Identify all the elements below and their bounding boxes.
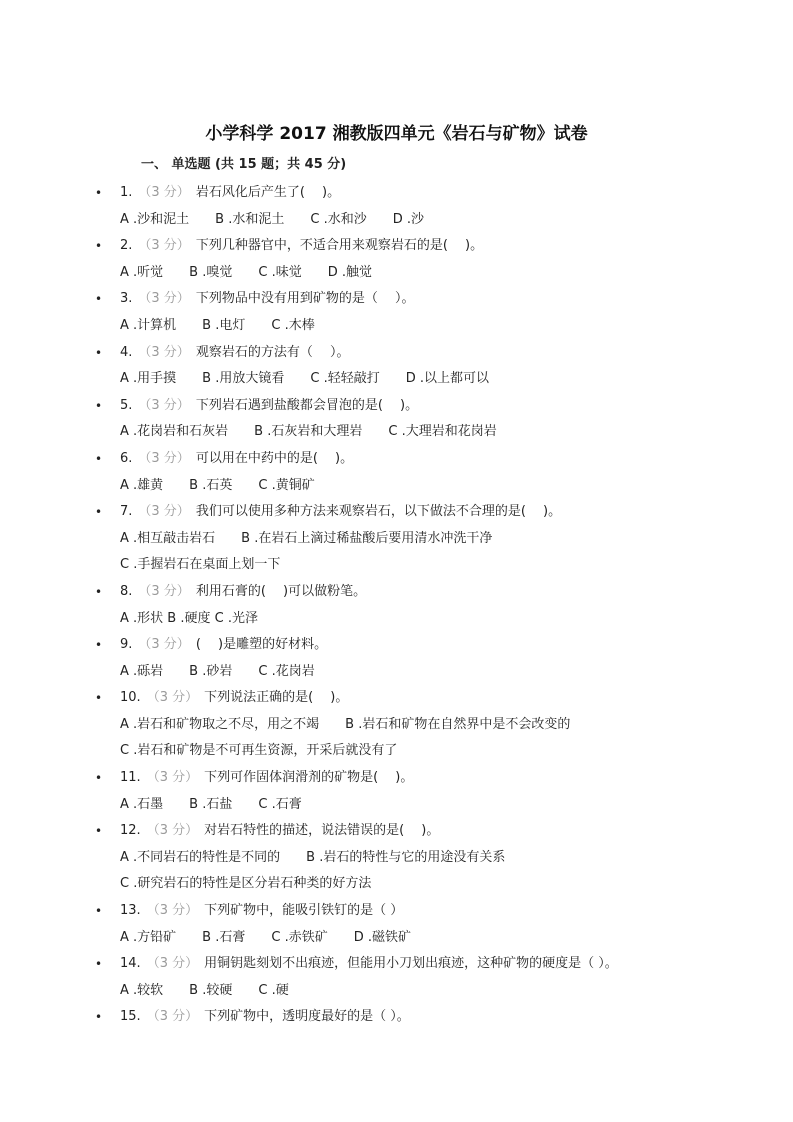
question-number: 13.	[120, 903, 141, 919]
question-score: （3 分）	[146, 1009, 199, 1025]
bullet-icon: •	[95, 584, 103, 599]
question-list	[0, 180, 793, 1031]
bullet-icon: •	[95, 638, 103, 653]
answer-option: A .较软	[120, 982, 164, 998]
answer-options	[0, 925, 793, 952]
answer-option: C .木棒	[271, 317, 315, 333]
question-number: 1.	[120, 185, 133, 200]
question-item	[0, 340, 793, 367]
answer-option: A .用手摸	[120, 371, 177, 387]
question-text: 下列岩石遇到盐酸都会冒泡的是( )。	[195, 397, 419, 413]
answer-option: A .听觉	[120, 264, 164, 280]
question-number: 8.	[120, 583, 133, 599]
question-item	[0, 898, 793, 925]
bullet-icon: •	[95, 691, 103, 706]
answer-options	[0, 712, 793, 739]
answer-options	[0, 871, 793, 898]
question-item	[0, 1004, 793, 1031]
answer-options	[0, 260, 793, 287]
question-text: 对岩石特性的描述，说法错误的是( )。	[204, 823, 440, 839]
answer-option: B .水和泥土	[215, 211, 285, 227]
bullet-icon: •	[95, 824, 103, 839]
answer-option: A .形状 B .硬度 C .光泽	[120, 610, 258, 626]
question-number: 15.	[120, 1009, 141, 1025]
answer-option: A .砾岩	[120, 663, 164, 679]
answer-option: B .岩石的特性与它的用途没有关系	[306, 849, 506, 865]
answer-options	[0, 606, 793, 633]
answer-option: B .在岩石上滴过稀盐酸后要用清水冲洗干净	[241, 530, 493, 546]
bullet-icon: •	[95, 904, 103, 919]
question-text: 下列物品中没有用到矿物的是（ ）。	[195, 291, 415, 307]
section-heading: 一、 单选题 (共 15 题；共 45 分)	[141, 157, 347, 172]
question-score: （3 分）	[138, 185, 190, 200]
answer-option: A .石墨	[120, 796, 164, 812]
question-text: 下列矿物中，透明度最好的是（ ）。	[204, 1009, 410, 1025]
question-item	[0, 765, 793, 792]
answer-option: C .大理岩和花岗岩	[388, 424, 497, 440]
answer-option: A .岩石和矿物取之不尽，用之不竭	[120, 716, 320, 732]
question-text: 用铜钥匙刻划不出痕迹，但能用小刀划出痕迹，这种矿物的硬度是（ ）。	[204, 956, 618, 972]
answer-option: C .花岗岩	[258, 663, 315, 679]
answer-options	[0, 473, 793, 500]
answer-option: C .岩石和矿物是不可再生资源，开采后就没有了	[120, 743, 398, 759]
answer-options	[0, 313, 793, 340]
question-score: （3 分）	[138, 397, 190, 413]
question-number: 4.	[120, 344, 133, 360]
bullet-icon: •	[95, 771, 103, 786]
bullet-icon: •	[95, 186, 103, 200]
question-item	[0, 685, 793, 712]
question-number: 9.	[120, 637, 133, 653]
answer-option: A .方铅矿	[120, 929, 177, 945]
answer-option: C .水和沙	[310, 211, 367, 227]
answer-option: B .砂岩	[189, 663, 233, 679]
question-text: 观察岩石的方法有（ ）。	[195, 344, 350, 360]
answer-option: C .黄铜矿	[258, 477, 315, 493]
page-title: 小学科学 2017 湘教版四单元《岩石与矿物》试卷	[205, 124, 588, 144]
answer-options	[0, 207, 793, 234]
question-score: （3 分）	[146, 770, 199, 786]
answer-option: A .沙和泥土	[120, 211, 190, 227]
question-item	[0, 446, 793, 473]
question-number: 10.	[120, 690, 141, 706]
question-item	[0, 818, 793, 845]
question-score: （3 分）	[138, 291, 190, 307]
answer-option: A .相互敲击岩石	[120, 530, 216, 546]
question-text: 下列可作固体润滑剂的矿物是( )。	[204, 770, 414, 786]
question-score: （3 分）	[138, 450, 190, 466]
answer-option: A .花岗岩和石灰岩	[120, 424, 229, 440]
question-number: 6.	[120, 450, 133, 466]
question-text: ( )是雕塑的好材料。	[195, 637, 328, 653]
bullet-icon: •	[95, 345, 103, 360]
question-number: 3.	[120, 291, 133, 307]
question-score: （3 分）	[138, 637, 190, 653]
answer-option: B .用放大镜看	[202, 371, 285, 387]
question-score: （3 分）	[138, 504, 190, 520]
answer-option: B .电灯	[202, 317, 246, 333]
answer-option: D .沙	[392, 211, 424, 227]
question-item	[0, 632, 793, 659]
question-item	[0, 951, 793, 978]
answer-options	[0, 366, 793, 393]
question-score: （3 分）	[138, 344, 190, 360]
answer-options	[0, 845, 793, 872]
bullet-icon: •	[95, 292, 103, 307]
answer-option: B .石膏	[202, 929, 246, 945]
question-number: 2.	[120, 238, 133, 254]
bullet-icon: •	[95, 451, 103, 466]
question-score: （3 分）	[146, 903, 199, 919]
answer-option: C .石膏	[258, 796, 302, 812]
answer-option: C .赤铁矿	[271, 929, 328, 945]
question-number: 12.	[120, 823, 141, 839]
question-text: 下列几种器官中，不适合用来观察岩石的是( )。	[195, 238, 484, 254]
bullet-icon: •	[95, 1010, 103, 1025]
question-text: 下列说法正确的是( )。	[204, 690, 349, 706]
answer-options	[0, 792, 793, 819]
answer-option: B .岩石和矿物在自然界中是不会改变的	[345, 716, 571, 732]
answer-option: B .石灰岩和大理岩	[254, 424, 363, 440]
answer-option: C .研究岩石的特性是区分岩石种类的好方法	[120, 876, 372, 892]
answer-option: C .硬	[258, 982, 289, 998]
answer-options	[0, 552, 793, 579]
answer-option: B .石盐	[189, 796, 233, 812]
question-text: 我们可以使用多种方法来观察岩石，以下做法不合理的是( )。	[195, 504, 562, 520]
bullet-icon: •	[95, 239, 103, 254]
question-text: 岩石风化后产生了( )。	[195, 185, 341, 200]
question-score: （3 分）	[146, 823, 199, 839]
answer-option: B .石英	[189, 477, 233, 493]
bullet-icon: •	[95, 957, 103, 972]
answer-options	[0, 978, 793, 1005]
question-item	[0, 499, 793, 526]
question-text: 下列矿物中，能吸引铁钉的是（ ）	[204, 903, 404, 919]
answer-option: C .轻轻敲打	[310, 371, 380, 387]
question-score: （3 分）	[146, 956, 199, 972]
question-item	[0, 233, 793, 260]
question-score: （3 分）	[138, 238, 190, 254]
answer-option: C .手握岩石在桌面上划一下	[120, 557, 281, 573]
question-score: （3 分）	[138, 583, 190, 599]
question-number: 5.	[120, 397, 133, 413]
answer-options	[0, 738, 793, 765]
answer-option: A .雄黄	[120, 477, 164, 493]
question-item	[0, 180, 793, 207]
answer-options	[0, 419, 793, 446]
question-number: 14.	[120, 956, 141, 972]
bullet-icon: •	[95, 398, 103, 413]
question-text: 利用石膏的( )可以做粉笔。	[195, 583, 367, 599]
bullet-icon: •	[95, 505, 103, 520]
question-item	[0, 579, 793, 606]
question-score: （3 分）	[146, 690, 199, 706]
question-number: 7.	[120, 504, 133, 520]
question-item	[0, 393, 793, 420]
answer-option: B .较硬	[189, 982, 233, 998]
question-number: 11.	[120, 770, 141, 786]
question-item	[0, 286, 793, 313]
answer-option: A .计算机	[120, 317, 177, 333]
answer-option: D .磁铁矿	[353, 929, 411, 945]
answer-options	[0, 526, 793, 553]
answer-options	[0, 659, 793, 686]
answer-option: D .以上都可以	[405, 371, 489, 387]
answer-option: A .不同岩石的特性是不同的	[120, 849, 281, 865]
answer-option: D .触觉	[327, 264, 372, 280]
question-text: 可以用在中药中的是( )。	[195, 450, 354, 466]
answer-option: C .味觉	[258, 264, 302, 280]
answer-option: B .嗅觉	[189, 264, 233, 280]
